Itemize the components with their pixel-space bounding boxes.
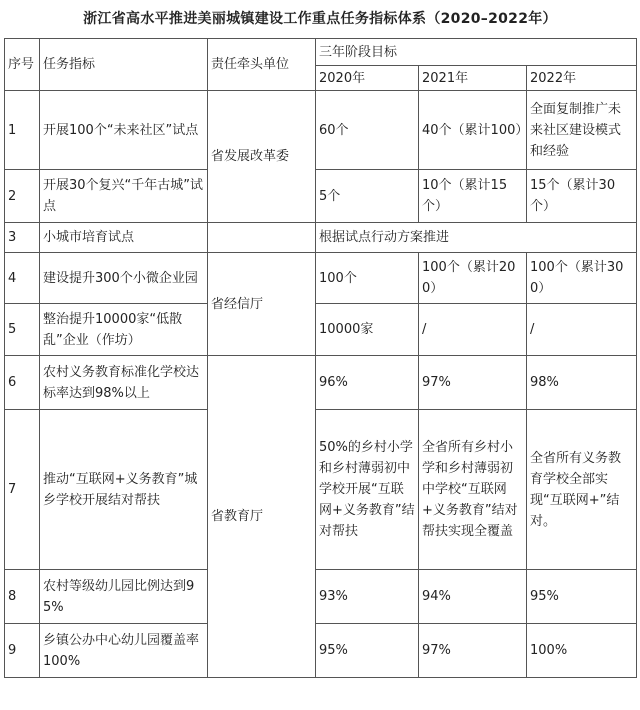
row-2022: 100个（累计300） [527,253,637,304]
row-2020: 93% [316,570,419,624]
header-dept: 责任牵头单位 [208,39,316,91]
row-merged-target: 根据试点行动方案推进 [316,223,637,253]
row-task: 整治提升10000家“低散乱”企业（作坊） [40,304,208,356]
row-2021: 100个（累计200） [419,253,527,304]
row-dept: 省经信厅 [208,253,316,356]
row-2020: 96% [316,356,419,410]
row-seq: 6 [5,356,40,410]
header-2022: 2022年 [527,66,637,91]
row-seq: 2 [5,170,40,223]
row-2022: 全面复制推广未来社区建设模式和经验 [527,91,637,170]
row-2021: 94% [419,570,527,624]
row-2020: 60个 [316,91,419,170]
row-seq: 8 [5,570,40,624]
row-2022: 全省所有义务教育学校全部实现“互联网+”结对。 [527,410,637,570]
row-2020: 100个 [316,253,419,304]
row-2021: 全省所有乡村小学和乡村薄弱初中学校“互联网+义务教育”结对帮扶实现全覆盖 [419,410,527,570]
row-seq: 9 [5,624,40,678]
row-seq: 5 [5,304,40,356]
row-dept: 省教育厅 [208,356,316,678]
task-table [4,38,637,678]
row-task: 推动“互联网+义务教育”城乡学校开展结对帮扶 [40,410,208,570]
row-2022: / [527,304,637,356]
table-row [5,170,637,223]
header-target: 三年阶段目标 [316,39,637,66]
header-row [5,39,637,66]
row-2020: 95% [316,624,419,678]
row-2022: 15个（累计30个） [527,170,637,223]
row-2021: 97% [419,624,527,678]
row-2020: 5个 [316,170,419,223]
table-row [5,304,637,356]
table-row [5,570,637,624]
row-task: 农村义务教育标准化学校达标率达到98%以上 [40,356,208,410]
table-row [5,624,637,678]
row-seq: 3 [5,223,40,253]
table-row [5,356,637,410]
table-row [5,253,637,304]
row-2022: 98% [527,356,637,410]
row-2021: 97% [419,356,527,410]
table-row [5,91,637,170]
row-dept: 省发展改革委 [208,91,316,223]
row-task: 开展30个复兴“千年古城”试点 [40,170,208,223]
row-2020: 50%的乡村小学和乡村薄弱初中学校开展“互联网+义务教育”结对帮扶 [316,410,419,570]
header-2020: 2020年 [316,66,419,91]
row-seq: 1 [5,91,40,170]
row-2020: 10000家 [316,304,419,356]
header-seq: 序号 [5,39,40,91]
row-task: 农村等级幼儿园比例达到95% [40,570,208,624]
header-task: 任务指标 [40,39,208,91]
row-seq: 7 [5,410,40,570]
table-row [5,410,637,570]
page-title: 浙江省高水平推进美丽城镇建设工作重点任务指标体系（2020–2022年） [83,11,557,27]
row-2021: 40个（累计100） [419,91,527,170]
row-task: 乡镇公办中心幼儿园覆盖率100% [40,624,208,678]
header-2021: 2021年 [419,66,527,91]
row-2022: 95% [527,570,637,624]
row-task: 建设提升300个小微企业园 [40,253,208,304]
table-row [5,223,637,253]
row-seq: 4 [5,253,40,304]
row-task: 开展100个“未来社区”试点 [40,91,208,170]
row-2021: / [419,304,527,356]
row-2021: 10个（累计15个） [419,170,527,223]
row-2022: 100% [527,624,637,678]
row-dept [208,223,316,253]
row-task: 小城市培育试点 [40,223,208,253]
